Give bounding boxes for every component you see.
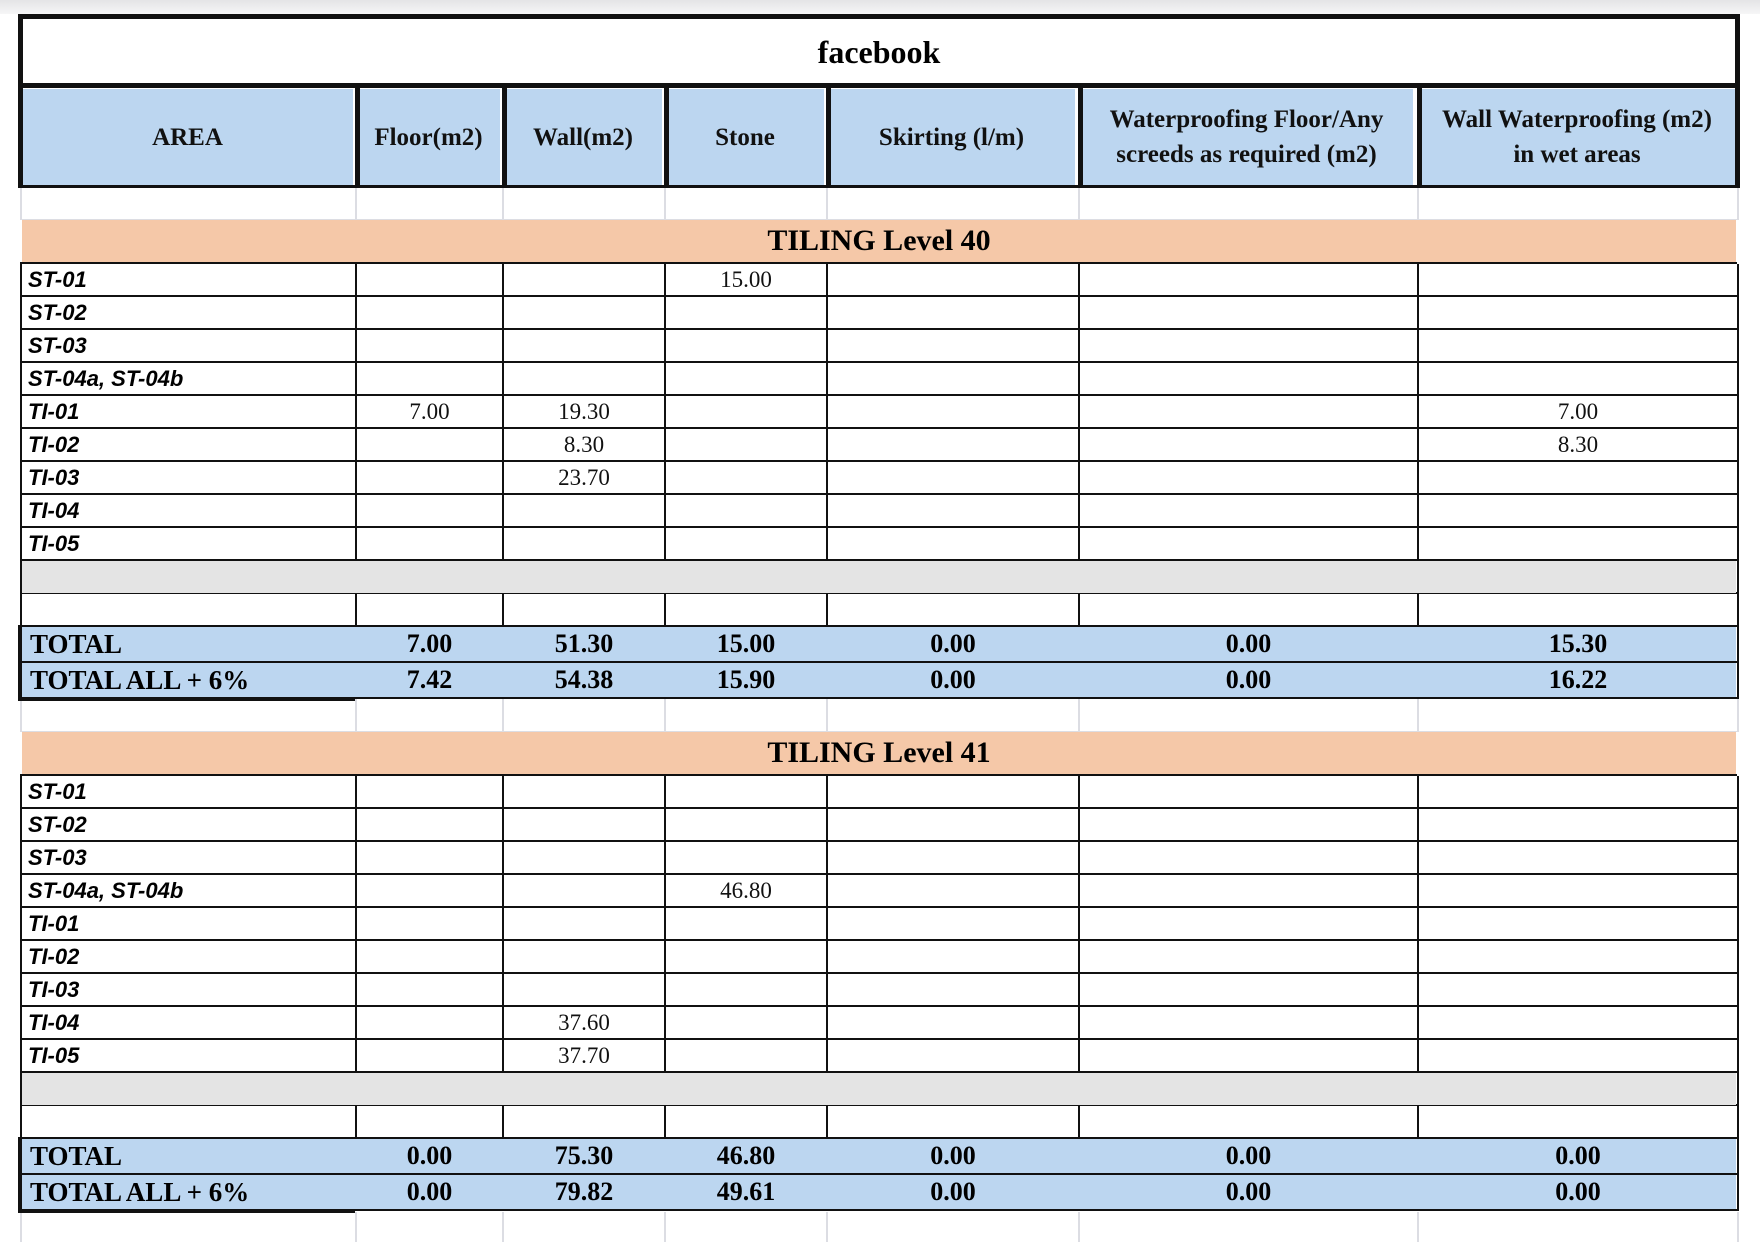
cell-skirting[interactable] <box>828 528 1078 560</box>
total-floor[interactable]: 0.00 <box>406 1141 453 1170</box>
cell-stone[interactable] <box>666 974 826 1006</box>
header-waterproofing-floor[interactable] <box>1080 89 1413 185</box>
grid-line <box>1078 698 1080 732</box>
cell-wp_floor[interactable] <box>1080 842 1417 874</box>
area-code[interactable]: TI-05 <box>28 1043 80 1068</box>
area-code[interactable]: TI-03 <box>28 977 80 1002</box>
total_all-wp_wall[interactable]: 16.22 <box>1548 665 1608 694</box>
grid-line <box>355 1212 357 1242</box>
grid-line <box>1737 264 1739 627</box>
cell-wp_wall[interactable] <box>1419 974 1737 1006</box>
grid-line <box>1737 1212 1739 1242</box>
grid-line <box>355 698 357 732</box>
area-code[interactable]: ST-04a, ST-04b <box>28 366 184 391</box>
cell-wp_floor[interactable] <box>1080 908 1417 940</box>
cell-wall[interactable] <box>504 842 664 874</box>
cell-stone[interactable] <box>666 495 826 527</box>
cell-floor[interactable] <box>357 1007 502 1039</box>
cell-stone[interactable] <box>666 462 826 494</box>
cell-stone[interactable] <box>666 1007 826 1039</box>
area-code[interactable]: ST-03 <box>28 845 87 870</box>
cell-floor[interactable] <box>357 264 502 296</box>
cell-stone[interactable]: 46.80 <box>720 878 772 903</box>
area-code[interactable]: ST-01 <box>28 267 87 292</box>
cell-floor[interactable] <box>357 495 502 527</box>
area-code[interactable]: ST-02 <box>28 300 87 325</box>
grid-line <box>18 83 1740 88</box>
cell-skirting[interactable] <box>828 776 1078 808</box>
cell-wp_wall[interactable] <box>1419 875 1737 907</box>
cell-floor[interactable] <box>357 528 502 560</box>
cell-stone[interactable] <box>666 297 826 329</box>
cell-floor[interactable] <box>357 875 502 907</box>
total_all-wall[interactable]: 79.82 <box>554 1177 614 1206</box>
total_all-label: TOTAL ALL + 6% <box>30 664 250 695</box>
cell-skirting[interactable] <box>828 842 1078 874</box>
grid-line <box>1737 698 1739 732</box>
cell-floor[interactable] <box>357 776 502 808</box>
total-wp_floor[interactable]: 0.00 <box>1225 1141 1272 1170</box>
grid-line <box>355 188 357 220</box>
cell-floor[interactable]: 7.00 <box>409 399 450 424</box>
total_all-floor[interactable]: 0.00 <box>406 1177 453 1206</box>
cell-wall[interactable]: 8.30 <box>563 432 605 457</box>
cell-wp_wall[interactable]: 8.30 <box>1557 432 1599 457</box>
cell-skirting[interactable] <box>828 429 1078 461</box>
cell-floor[interactable] <box>357 429 502 461</box>
cell-wp_wall[interactable] <box>1419 776 1737 808</box>
header-area[interactable] <box>22 89 353 185</box>
cell-skirting[interactable] <box>828 908 1078 940</box>
cell-skirting[interactable] <box>828 941 1078 973</box>
header-area-label: AREA <box>152 123 223 151</box>
total-skirting[interactable]: 0.00 <box>930 1141 976 1170</box>
cell-floor[interactable] <box>357 330 502 362</box>
header-wall-waterproofing-line1: Wall Waterproofing (m2) <box>1442 106 1712 133</box>
grid-line <box>1735 14 1740 188</box>
grid-line <box>18 185 1740 188</box>
cell-wp_wall[interactable] <box>1419 842 1737 874</box>
cell-floor[interactable] <box>357 974 502 1006</box>
cell-skirting[interactable] <box>828 1007 1078 1039</box>
header-stone-label: Stone <box>715 123 775 151</box>
cell-wp_floor[interactable] <box>1080 363 1417 395</box>
total_all-wall[interactable]: 54.38 <box>554 665 614 694</box>
cell-floor[interactable] <box>357 809 502 841</box>
cell-wp_floor[interactable] <box>1080 396 1417 428</box>
grid-line <box>826 86 831 186</box>
area-code[interactable]: TI-02 <box>28 432 80 457</box>
cell-wp_wall[interactable] <box>1419 1007 1737 1039</box>
header-waterproofing-floor-label <box>1110 102 1384 172</box>
cell-stone[interactable] <box>666 330 826 362</box>
cell-floor[interactable] <box>357 363 502 395</box>
cell-wall[interactable] <box>504 330 664 362</box>
area-code[interactable]: TI-01 <box>28 911 80 936</box>
cell-wall[interactable] <box>504 495 664 527</box>
cell-wall[interactable] <box>504 809 664 841</box>
cell-wall[interactable] <box>504 528 664 560</box>
total-skirting[interactable]: 0.00 <box>930 629 976 658</box>
grid-line <box>502 188 504 220</box>
grid-line <box>18 697 355 701</box>
cell-stone[interactable] <box>666 809 826 841</box>
cell-stone[interactable] <box>666 396 826 428</box>
cell-skirting[interactable] <box>828 1040 1078 1072</box>
header-wall-label: Wall(m2) <box>533 123 633 151</box>
cell-wp_floor[interactable] <box>1080 875 1417 907</box>
grid-line <box>1417 86 1422 186</box>
area-code[interactable]: TI-04 <box>28 498 80 523</box>
cell-skirting[interactable] <box>828 297 1078 329</box>
cell-stone[interactable] <box>666 1040 826 1072</box>
grid-line <box>1078 1212 1080 1242</box>
cell-skirting[interactable] <box>828 264 1078 296</box>
cell-wp_floor[interactable] <box>1080 809 1417 841</box>
sheet-title: facebook <box>817 33 941 70</box>
total-stone[interactable]: 46.80 <box>716 1141 776 1170</box>
header-floor[interactable] <box>357 89 500 185</box>
cell-wp_wall[interactable] <box>1419 330 1737 362</box>
header-skirting-label: Skirting (l/m) <box>878 123 1025 151</box>
total_all-skirting[interactable]: 0.00 <box>930 1177 976 1206</box>
area-code[interactable]: ST-04a, ST-04b <box>28 878 184 903</box>
cell-wall[interactable]: 23.70 <box>558 465 610 490</box>
level-title: TILING Level 41 <box>767 736 991 769</box>
cell-stone[interactable] <box>666 776 826 808</box>
grid-line <box>502 1212 504 1242</box>
cell-wp_wall[interactable]: 7.00 <box>1557 399 1599 424</box>
cell-skirting[interactable] <box>828 809 1078 841</box>
area-code[interactable]: ST-03 <box>28 333 87 358</box>
cell-skirting[interactable] <box>828 875 1078 907</box>
area-code[interactable]: TI-03 <box>28 465 80 490</box>
cell-stone[interactable]: 15.00 <box>720 267 772 292</box>
cell-wp_wall[interactable] <box>1419 297 1737 329</box>
grid-line <box>18 1209 355 1213</box>
total-stone[interactable]: 15.00 <box>716 629 776 658</box>
grid-line <box>355 86 360 186</box>
cell-floor[interactable] <box>357 297 502 329</box>
header-wall-waterproofing-line2: in wet areas <box>1513 141 1641 168</box>
cell-wp_wall[interactable] <box>1419 1040 1737 1072</box>
grid-line <box>826 1212 828 1242</box>
area-code[interactable]: TI-01 <box>28 399 80 424</box>
cell-wp_wall[interactable] <box>1419 941 1737 973</box>
total-floor[interactable]: 7.00 <box>406 629 453 658</box>
area-code[interactable]: ST-01 <box>28 779 87 804</box>
area-code[interactable]: TI-04 <box>28 1010 80 1035</box>
cell-wall[interactable]: 19.30 <box>558 399 610 424</box>
grid-line <box>664 698 666 732</box>
total_all-skirting[interactable]: 0.00 <box>930 665 976 694</box>
cell-wp_floor[interactable] <box>1080 974 1417 1006</box>
grid-line <box>1737 1139 1739 1211</box>
grid-line <box>826 188 828 220</box>
cell-skirting[interactable] <box>828 396 1078 428</box>
grid-line <box>20 1212 22 1242</box>
grid-line <box>1417 1212 1419 1242</box>
header-wall[interactable] <box>504 89 662 185</box>
cell-wp_floor[interactable] <box>1080 941 1417 973</box>
cell-wp_floor[interactable] <box>1080 1007 1417 1039</box>
grid-line <box>1417 698 1419 732</box>
cell-skirting[interactable] <box>828 462 1078 494</box>
grid-line <box>664 188 666 220</box>
header-waterproofing-floor-line2: screeds as required (m2) <box>1116 141 1377 168</box>
total_all-floor[interactable]: 7.42 <box>406 665 453 694</box>
cell-wp_floor[interactable] <box>1080 495 1417 527</box>
cell-wall[interactable] <box>504 908 664 940</box>
cell-wp_wall[interactable] <box>1419 462 1737 494</box>
cell-floor[interactable] <box>357 842 502 874</box>
grid-line <box>826 698 828 732</box>
cell-wp_floor[interactable] <box>1080 462 1417 494</box>
cell-wp_wall[interactable] <box>1419 495 1737 527</box>
total-label: TOTAL <box>30 1140 123 1171</box>
cell-skirting[interactable] <box>828 495 1078 527</box>
cell-stone[interactable] <box>666 842 826 874</box>
cell-wp_floor[interactable] <box>1080 528 1417 560</box>
cell-wp_wall[interactable] <box>1419 363 1737 395</box>
header-skirting[interactable] <box>828 89 1075 185</box>
cell-wp_floor[interactable] <box>1080 1040 1417 1072</box>
total-wp_floor[interactable]: 0.00 <box>1225 629 1272 658</box>
grid-line <box>18 14 23 188</box>
cell-floor[interactable] <box>357 1040 502 1072</box>
total_all-wp_floor[interactable]: 0.00 <box>1225 665 1272 694</box>
area-code[interactable]: TI-02 <box>28 944 80 969</box>
cell-floor[interactable] <box>357 941 502 973</box>
cell-wp_wall[interactable] <box>1419 809 1737 841</box>
cell-wp_floor[interactable] <box>1080 776 1417 808</box>
grid-line <box>20 188 22 220</box>
level-title: TILING Level 40 <box>767 224 991 257</box>
header-stone[interactable] <box>666 89 824 185</box>
grid-line <box>664 1212 666 1242</box>
cell-wall[interactable] <box>504 776 664 808</box>
cell-wall[interactable] <box>504 974 664 1006</box>
cell-wp_floor[interactable] <box>1080 264 1417 296</box>
grid-line <box>502 86 507 186</box>
total-wall[interactable]: 75.30 <box>554 1141 614 1170</box>
cell-stone[interactable] <box>666 429 826 461</box>
cell-skirting[interactable] <box>828 330 1078 362</box>
total_all-stone[interactable]: 15.90 <box>716 665 776 694</box>
spacer-row <box>22 561 1736 593</box>
total_all-wp_floor[interactable]: 0.00 <box>1225 1177 1272 1206</box>
cell-skirting[interactable] <box>828 974 1078 1006</box>
cell-wall[interactable] <box>504 875 664 907</box>
grid-line <box>1737 776 1739 1139</box>
cell-wp_wall[interactable] <box>1419 908 1737 940</box>
grid-line <box>1737 627 1739 699</box>
level-title-band <box>22 732 1736 774</box>
cell-stone[interactable] <box>666 908 826 940</box>
total_all-wp_wall[interactable]: 0.00 <box>1555 1177 1601 1206</box>
cell-wp_wall[interactable] <box>1419 528 1737 560</box>
cell-wall[interactable] <box>504 363 664 395</box>
cell-floor[interactable] <box>357 462 502 494</box>
grid-line <box>20 698 22 732</box>
grid-line <box>1078 188 1080 220</box>
header-wall-waterproofing-label <box>1442 102 1712 172</box>
grid-line <box>502 698 504 732</box>
header-floor-label: Floor(m2) <box>374 123 483 151</box>
cell-wall[interactable] <box>504 264 664 296</box>
cell-wp_floor[interactable] <box>1080 297 1417 329</box>
cell-wp_wall[interactable] <box>1419 264 1737 296</box>
level-title-band <box>22 220 1736 262</box>
total_all-label: TOTAL ALL + 6% <box>30 1176 250 1207</box>
spacer-row <box>22 1073 1736 1105</box>
cell-wall[interactable] <box>504 941 664 973</box>
header-waterproofing-floor-line1: Waterproofing Floor/Any <box>1109 106 1384 133</box>
grid-line <box>18 14 1740 19</box>
cell-wp_floor[interactable] <box>1080 429 1417 461</box>
grid-line <box>1737 188 1739 220</box>
area-code[interactable]: TI-05 <box>28 531 80 556</box>
total-wp_wall[interactable]: 15.30 <box>1548 629 1608 658</box>
total-wp_wall[interactable]: 0.00 <box>1555 1141 1601 1170</box>
cell-wall[interactable]: 37.60 <box>558 1010 610 1035</box>
grid-line <box>1078 86 1083 186</box>
grid-line <box>1417 188 1419 220</box>
total_all-stone[interactable]: 49.61 <box>716 1177 776 1206</box>
cell-stone[interactable] <box>666 528 826 560</box>
total-label: TOTAL <box>30 628 123 659</box>
cell-wall[interactable]: 37.70 <box>558 1043 610 1068</box>
cell-stone[interactable] <box>666 363 826 395</box>
cell-stone[interactable] <box>666 941 826 973</box>
grid-line <box>664 86 669 186</box>
cell-floor[interactable] <box>357 908 502 940</box>
header-wall-waterproofing[interactable] <box>1419 89 1735 185</box>
cell-wall[interactable] <box>504 297 664 329</box>
cell-skirting[interactable] <box>828 363 1078 395</box>
total-wall[interactable]: 51.30 <box>554 629 614 658</box>
area-code[interactable]: ST-02 <box>28 812 87 837</box>
cell-wp_floor[interactable] <box>1080 330 1417 362</box>
